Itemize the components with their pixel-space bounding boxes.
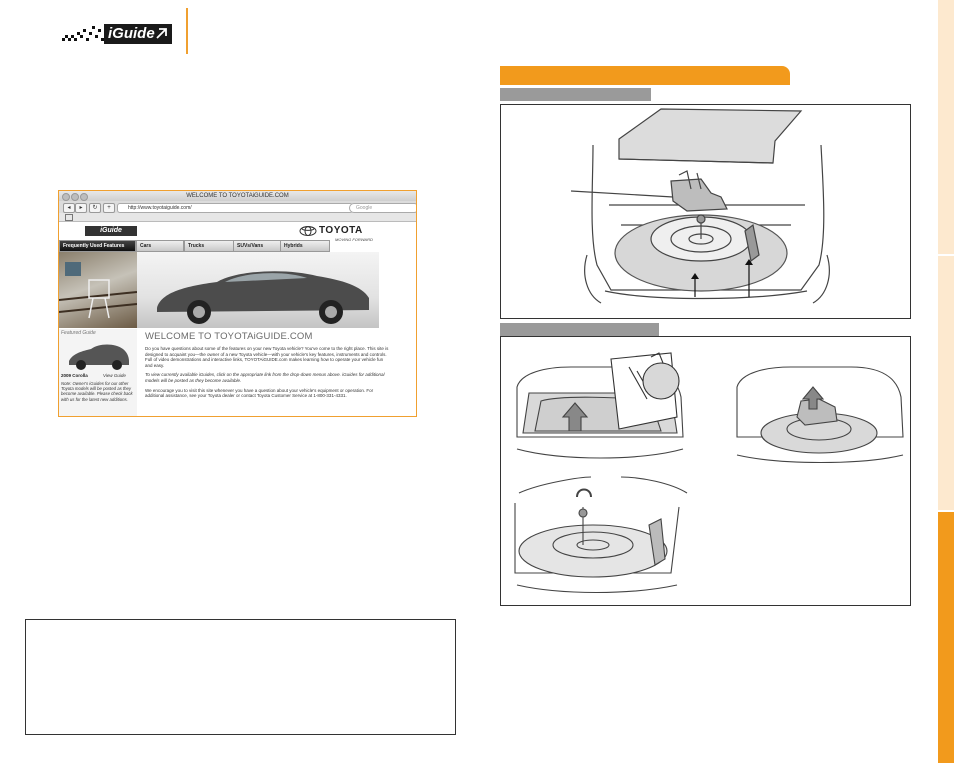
step-2-illustration [737,367,903,463]
forward-button[interactable]: ▸ [75,203,87,213]
nav-tab-suvs-vans[interactable]: SUVs/Vans [233,240,281,252]
back-button[interactable]: ◂ [63,203,75,213]
website-page [59,222,416,416]
reload-button[interactable]: ↻ [89,203,101,213]
welcome-paragraph: To view currently available iGuides, click on the appropriate link from the drop-down menus above. iGuides for additional models will be posted as they become available. [145,372,385,383]
featured-model-name: 2009 Corolla [61,373,88,378]
section-header-bar [500,66,790,85]
welcome-title: WELCOME TO TOYOTAiGUIDE.COM [145,331,313,342]
site-nav [59,240,379,250]
nav-tab-trucks[interactable]: Trucks [184,240,234,252]
featured-guide-label: Featured Guide [61,330,96,336]
close-window-icon[interactable] [62,193,70,201]
external-arrow-icon [155,27,168,40]
subsection-header-2 [500,323,659,336]
view-guide-link[interactable]: View Guide [103,373,126,378]
search-input[interactable]: Google [349,203,417,213]
subsection-header-1 [500,88,651,101]
toyota-brand: TOYOTA [319,225,363,236]
hero-lifestyle-image [59,252,137,328]
note-box [25,619,456,735]
site-iguide-logo[interactable]: iGuide [85,226,137,236]
tab-divider [938,254,954,256]
bookmarks-bar [59,213,416,222]
toyota-tagline: MOVING FORWARD [335,237,373,242]
address-bar[interactable]: http://www.toyotaiguide.com/ [117,203,353,213]
iguide-logo [60,24,172,44]
zoom-window-icon[interactable] [80,193,88,201]
browser-title-bar: WELCOME TO TOYOTAiGUIDE.COM [59,191,416,201]
iguide-logo-text: iGuide [108,25,155,42]
welcome-body [145,346,390,399]
step-3-illustration [515,477,687,593]
zoom-inset [611,353,679,429]
spare-tire-removal-steps [500,336,911,606]
bookmarks-book-icon[interactable] [65,214,73,221]
browser-screenshot [58,190,417,417]
header-divider [186,8,188,54]
nav-tab-frequently-used[interactable]: Frequently Used Features [59,240,136,252]
hero-car-image [137,252,379,328]
featured-note: Note: Owner's iGuides for our other Toyota models will be posted as they become available. Please check back with us for the latest new additions. [61,381,133,402]
section-tab-active[interactable] [938,512,954,763]
featured-car-image [65,339,131,371]
minimize-window-icon[interactable] [71,193,79,201]
iguide-logo-box [104,24,172,44]
nav-tab-hybrids[interactable]: Hybrids [280,240,330,252]
toyota-emblem-icon [299,226,317,236]
welcome-paragraph: Do you have questions about some of the features on your new Toyota vehicle? You've come to the right place. This site is designed to acquaint you—the owner of a new Toyota vehicle—with your vehicle's key features, instruments and controls. Full of video demonstrations and interactive links, TOYOTAiGUIDE.com makes learning how to operate your vehicle fun and easy. [145,346,389,368]
trunk-spare-tire-illustration [500,104,911,319]
checkered-flag-icon [60,24,106,44]
nav-tab-cars[interactable]: Cars [136,240,184,252]
add-bookmark-button[interactable]: + [103,203,115,213]
welcome-paragraph: We encourage you to visit this site whenever you have a question about your vehicle's equipment or operation. For additional assistance, see your Toyota dealer or contact Toyota Customer Service at 1-800-331-4331. [145,387,374,399]
featured-guide-panel [59,329,137,416]
